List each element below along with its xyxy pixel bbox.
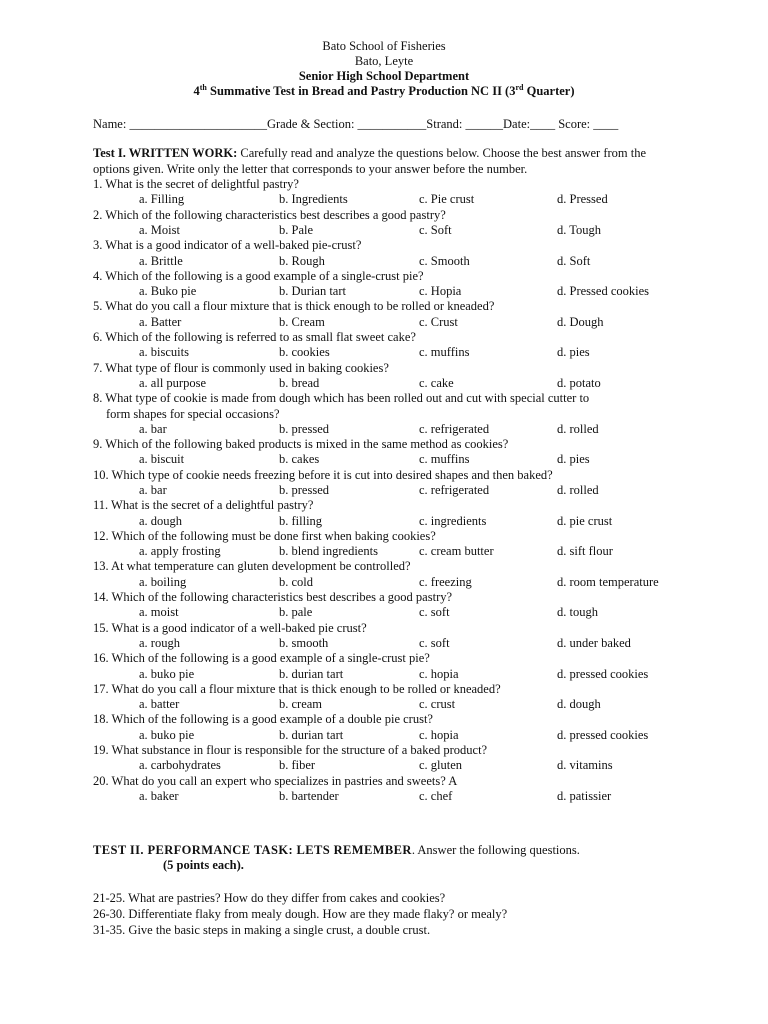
test2-item: 31-35. Give the basic steps in making a single crust, a double crust. <box>93 923 431 937</box>
answer-option-b: b. Cream <box>279 314 325 329</box>
question-text: 20. What do you call an expert who specializes in pastries and sweets? A <box>93 773 458 788</box>
answer-option-c: c. cream butter <box>419 544 494 559</box>
answer-option-d: d. potato <box>557 375 601 390</box>
answer-option-d: d. tough <box>557 605 598 620</box>
answer-option-a: a. batter <box>139 697 180 712</box>
student-info-line: Name: ______________________Grade & Section: ___________Strand: ______Date:____ Score: ____ <box>93 117 619 131</box>
question-text: 11. What is the secret of a delightful pastry? <box>93 498 314 513</box>
answer-option-c: c. freezing <box>419 574 472 589</box>
answer-option-b: b. pressed <box>279 421 329 436</box>
answer-option-c: c. crust <box>419 697 456 712</box>
answer-option-c: c. muffins <box>419 345 470 360</box>
question-text: 17. What do you call a flour mixture that is thick enough to be rolled or kneaded? <box>93 681 501 696</box>
question-text: 5. What do you call a flour mixture that is thick enough to be rolled or kneaded? <box>93 299 495 314</box>
answer-option-d: d. rolled <box>557 421 599 436</box>
answer-option-d: d. sift flour <box>557 544 613 559</box>
title-number-suffix: th <box>199 82 207 92</box>
answer-option-c: c. refrigerated <box>419 482 490 497</box>
question-text: 9. Which of the following baked products is mixed in the same method as cookies? <box>93 437 509 451</box>
title-number: 4 <box>193 84 200 98</box>
answer-option-d: d. dough <box>557 697 601 712</box>
answer-option-c: c. cake <box>419 375 454 390</box>
answer-option-c: c. soft <box>419 635 450 650</box>
answer-option-c: c. Crust <box>419 314 458 329</box>
answer-option-c: c. refrigerated <box>419 421 490 436</box>
question-text: 8. What type of cookie is made from dough which has been rolled out and cut with special cutter to <box>93 391 590 406</box>
answer-option-d: d. pies <box>557 452 590 467</box>
answer-option-a: a. rough <box>139 635 180 650</box>
test2-heading-line <box>93 842 580 858</box>
question-text-continued: form shapes for special occasions? <box>106 406 280 421</box>
answer-option-c: c. gluten <box>419 758 463 773</box>
question-text: 10. Which type of cookie needs freezing before it is cut into desired shapes and then baked? <box>93 467 553 482</box>
test-title <box>0 84 768 99</box>
test2-item: 21-25. What are pastries? How do they differ from cakes and cookies? <box>93 891 446 905</box>
department-name: Senior High School Department <box>298 69 470 83</box>
test2-heading: TEST II. PERFORMANCE TASK: LETS REMEMBER <box>93 843 412 857</box>
question-text: 4. Which of the following is a good example of a single-crust pie? <box>93 268 424 283</box>
answer-option-a: a. Batter <box>139 314 182 329</box>
answer-option-d: d. Tough <box>557 222 602 237</box>
answer-option-d: d. pressed cookies <box>557 666 649 681</box>
question-text: 2. Which of the following characteristics best describes a good pastry? <box>93 207 446 222</box>
test1-heading: Test I. WRITTEN WORK: <box>93 146 238 160</box>
answer-option-a: a. bar <box>139 482 167 497</box>
title-quarter-suffix: rd <box>515 82 524 92</box>
answer-option-a: a. carbohydrates <box>139 758 221 773</box>
answer-option-b: b. Rough <box>279 253 325 268</box>
answer-option-b: b. Pale <box>279 222 314 237</box>
answer-option-a: a. biscuit <box>139 452 185 467</box>
answer-option-d: d. pie crust <box>557 513 613 528</box>
answer-option-c: c. hopia <box>419 666 459 681</box>
test1-instructions <box>93 146 678 177</box>
answer-option-b: b. cakes <box>279 452 320 467</box>
answer-option-a: a. all purpose <box>139 375 206 390</box>
answer-option-d: d. vitamins <box>557 758 613 773</box>
question-text: 16. Which of the following is a good example of a single-crust pie? <box>93 651 430 666</box>
answer-option-a: a. Filling <box>139 192 185 207</box>
answer-option-b: b. pale <box>279 605 313 620</box>
answer-option-b: b. cold <box>279 574 314 589</box>
question-text: 18. Which of the following is a good example of a double pie crust? <box>93 712 433 727</box>
answer-option-c: c. Soft <box>419 222 452 237</box>
answer-option-b: b. cookies <box>279 345 330 360</box>
answer-option-c: c. Hopia <box>419 284 462 299</box>
question-text: 6. Which of the following is referred to as small flat sweet cake? <box>93 330 416 344</box>
answer-option-a: a. moist <box>139 605 179 620</box>
answer-option-b: b. smooth <box>279 635 329 650</box>
answer-option-b: b. cream <box>279 697 323 712</box>
answer-option-d: d. Pressed <box>557 192 608 207</box>
answer-option-b: b. fiber <box>279 758 316 773</box>
answer-option-c: c. ingredients <box>419 513 487 528</box>
answer-option-a: a. baker <box>139 788 179 803</box>
answer-option-d: d. Dough <box>557 314 604 329</box>
answer-option-d: d. rolled <box>557 482 599 497</box>
answer-option-d: d. Soft <box>557 253 591 268</box>
answer-option-a: a. Buko pie <box>139 284 197 299</box>
test2-points: (5 points each). <box>163 858 244 872</box>
answer-option-a: a. boiling <box>139 574 187 589</box>
title-main: Summative Test in Bread and Pastry Production NC II (3 <box>206 84 516 98</box>
answer-option-b: b. filling <box>279 513 323 528</box>
answer-option-b: b. Ingredients <box>279 192 348 207</box>
test2-instruction-text: . Answer the following questions. <box>411 843 580 857</box>
question-text: 13. At what temperature can gluten development be controlled? <box>93 559 411 574</box>
answer-option-d: d. under baked <box>557 635 631 650</box>
answer-option-d: d. room temperature <box>557 574 659 589</box>
answer-option-b: b. bartender <box>279 788 339 803</box>
question-text: 14. Which of the following characteristics best describes a good pastry? <box>93 590 453 604</box>
question-text: 1. What is the secret of delightful pastry? <box>93 177 299 191</box>
question-text: 12. Which of the following must be done first when baking cookies? <box>93 528 436 543</box>
answer-option-a: a. buko pie <box>139 727 195 742</box>
answer-option-c: c. muffins <box>419 452 470 467</box>
test1-instruction-text: Carefully read and analyze the questions below. Choose the best answer from the options given. Write only the letter that corresponds to your answer before the number. <box>93 146 647 176</box>
school-location: Bato, Leyte <box>354 54 414 68</box>
answer-option-b: b. durian tart <box>279 727 344 742</box>
answer-option-a: a. buko pie <box>139 666 195 681</box>
school-name: Bato School of Fisheries <box>322 39 446 53</box>
answer-option-a: a. bar <box>139 421 167 436</box>
answer-option-a: a. apply frosting <box>139 544 221 559</box>
answer-option-d: d. Pressed cookies <box>557 284 649 299</box>
answer-option-c: c. hopia <box>419 727 459 742</box>
answer-option-a: a. biscuits <box>139 345 189 360</box>
question-text: 19. What substance in flour is responsible for the structure of a baked product? <box>93 743 488 757</box>
question-text: 7. What type of flour is commonly used in baking cookies? <box>93 360 389 375</box>
answer-option-c: c. Pie crust <box>419 192 475 207</box>
answer-option-d: d. pies <box>557 345 590 360</box>
answer-option-b: b. durian tart <box>279 666 344 681</box>
answer-option-b: b. bread <box>279 375 320 390</box>
answer-option-d: d. patissier <box>557 788 612 803</box>
answer-option-a: a. dough <box>139 513 183 528</box>
question-text: 3. What is a good indicator of a well-baked pie-crust? <box>93 238 362 253</box>
answer-option-b: b. blend ingredients <box>279 544 378 559</box>
answer-option-c: c. Smooth <box>419 253 470 268</box>
answer-option-a: a. Moist <box>139 222 180 237</box>
test2-item: 26-30. Differentiate flaky from mealy dough. How are they made flaky? or mealy? <box>93 907 508 921</box>
answer-option-b: b. Durian tart <box>279 284 346 299</box>
title-end: Quarter) <box>523 84 575 98</box>
answer-option-a: a. Brittle <box>139 253 183 268</box>
question-item <box>93 391 673 422</box>
answer-option-c: c. chef <box>419 788 453 803</box>
answer-option-b: b. pressed <box>279 482 329 497</box>
answer-option-d: d. pressed cookies <box>557 727 649 742</box>
answer-option-c: c. soft <box>419 605 450 620</box>
question-text: 15. What is a good indicator of a well-baked pie crust? <box>93 620 367 635</box>
